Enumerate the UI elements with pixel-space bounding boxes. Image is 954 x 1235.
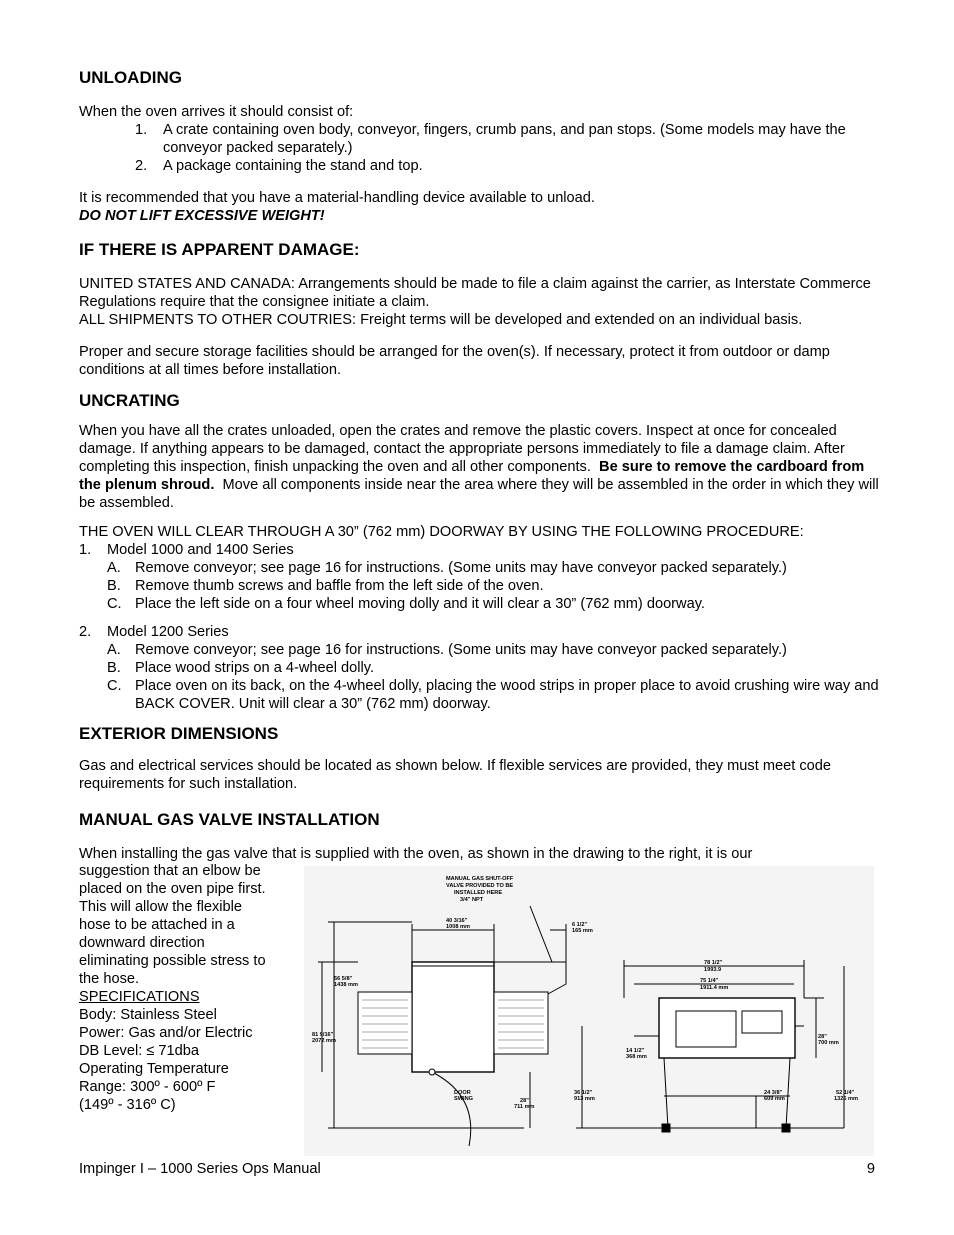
dim-label: 1325 mm <box>834 1096 858 1102</box>
spec-item: Range: 300º - 600º F <box>79 1079 216 1095</box>
dim-label: 609 mm <box>764 1096 785 1102</box>
spec-item: Operating Temperature <box>79 1061 229 1077</box>
dim-label: 56 5/8" <box>334 976 353 982</box>
valve-note-line: INSTALLED HERE <box>454 890 503 896</box>
dim-label: 81 9/16" <box>312 1032 334 1038</box>
gas-valve-first-line: When installing the gas valve that is supplied with the oven, as shown in the drawing to the right, it is our <box>79 846 753 862</box>
dim-label: 6 1/2" <box>572 922 588 928</box>
uncrating-paragraph: When you have all the crates unloaded, open the crates and remove the plastic covers. Inspect at once for concealed damage. If anything appears to be damaged, contact the appropriate persons immediately to file a damage claim. After completing this inspection, finish unpacking the oven and all other components. Be sure to remove the cardboard from the plenum shroud. Move all components inside near the area where they will be assembled in the order in which they will be assembled. <box>79 423 879 511</box>
damage-us-canada: UNITED STATES AND CANADA: Arrangements should be made to file a claim against the carrier, as Interstate Commerce Regulations require that the consignee initiate a claim. <box>79 276 871 310</box>
unloading-recommend: It is recommended that you have a material-handling device available to unload. <box>79 190 595 206</box>
list-item: A. Remove conveyor; see page 16 for instructions. (Some units may have conveyor packed separately.) <box>107 642 787 658</box>
exterior-heading: EXTERIOR DIMENSIONS <box>79 724 279 743</box>
gas-valve-column: suggestion that an elbow be placed on the oven pipe first. This will allow the flexible hose to be attached in a downward direction eliminating possible stress to the hose. SPECIFICATIONS Body: Stainless Steel Power: Gas and/or Electric DB Level: ≤ 71dba Operating Temperature Range: 300º - 600º F (149º - 316º C) <box>79 862 294 1114</box>
unloading-list <box>79 121 879 175</box>
model-title: Model 1000 and 1400 Series <box>107 542 294 558</box>
gas-valve-heading: MANUAL GAS VALVE INSTALLATION <box>79 810 380 829</box>
dim-label: 711 mm <box>514 1104 535 1110</box>
model-title: Model 1200 Series <box>107 624 229 640</box>
valve-note-line: VALVE PROVIDED TO BE <box>446 883 514 889</box>
unloading-heading: UNLOADING <box>79 68 182 87</box>
exterior-text: Gas and electrical services should be located as shown below. If flexible services are provided, they must meet code requirements for such installation. <box>79 758 831 792</box>
model-1000-block: 1. Model 1000 and 1400 Series A. Remove conveyor; see page 16 for instructions. (Some units may have conveyor packed separately.) B. Remove thumb screws and baffle from the left side of the oven. C. Place the left side on a four wheel moving dolly and it will clear a 30” (762 mm) doorway. <box>79 541 879 613</box>
spec-item: (149º - 316º C) <box>79 1097 176 1113</box>
damage-storage: Proper and secure storage facilities should be arranged for the oven(s). If necessary, protect it from outdoor or damp conditions at all times before installation. <box>79 344 830 378</box>
exterior-dimensions-drawing <box>304 866 874 1156</box>
list-item: C. Place the left side on a four wheel moving dolly and it will clear a 30” (762 mm) doorway. <box>107 596 705 612</box>
list-item: B. Remove thumb screws and baffle from the left side of the oven. <box>107 578 544 594</box>
model-1200-block: 2. Model 1200 Series A. Remove conveyor; see page 16 for instructions. (Some units may have conveyor packed separately.) B. Place wood strips on a 4-wheel dolly. C. Place oven on its back, on the 4-wheel dolly, placing the wood strips in proper place to avoid crushing wire way and BACK COVER. Unit will clear a 30” (762 mm) doorway. <box>79 624 879 712</box>
damage-heading: IF THERE IS APPARENT DAMAGE: <box>79 240 360 259</box>
dim-label: 14 1/2" <box>626 1048 645 1054</box>
valve-note-line: 3/4" NPT <box>460 897 484 903</box>
list-item: A. Remove conveyor; see page 16 for instructions. (Some units may have conveyor packed separately.) <box>107 560 787 576</box>
dim-label: 2072 mm <box>312 1038 336 1044</box>
dim-label: 913 mm <box>574 1096 595 1102</box>
footer-title: Impinger I – 1000 Series Ops Manual <box>79 1161 321 1177</box>
dim-label: 28" <box>818 1034 827 1040</box>
oven-side-body <box>412 962 494 1072</box>
list-item: C. Place oven on its back, on the 4-wheel dolly, placing the wood strips in proper place to avoid crushing wire way and BACK COVER. Unit will clear a 30” (762 mm) doorway. <box>107 678 879 712</box>
dim-label: 75 1/4" <box>700 978 719 984</box>
spec-item: Power: Gas and/or Electric <box>79 1025 253 1041</box>
dim-label: 1008 mm <box>446 924 470 930</box>
uncrating-heading: UNCRATING <box>79 391 180 410</box>
list-item: 2. A package containing the stand and top. <box>135 158 423 174</box>
spec-item: DB Level: ≤ 71dba <box>79 1043 199 1059</box>
uncrating-doorway: THE OVEN WILL CLEAR THROUGH A 30” (762 mm) DOORWAY BY USING THE FOLLOWING PROCEDURE: <box>79 524 804 540</box>
dim-label: 368 mm <box>626 1054 647 1060</box>
spec-item: Body: Stainless Steel <box>79 1007 217 1023</box>
dim-label: 1993.9 <box>704 967 722 973</box>
dim-label: SWING <box>454 1096 473 1102</box>
dim-label: 36 1/2" <box>574 1090 593 1096</box>
page-number: 9 <box>866 1161 875 1177</box>
dim-label: 700 mm <box>818 1040 839 1046</box>
list-item: B. Place wood strips on a 4-wheel dolly. <box>107 660 375 676</box>
unloading-intro: When the oven arrives it should consist of: <box>79 104 354 120</box>
unloading-warning: DO NOT LIFT EXCESSIVE WEIGHT! <box>79 208 325 224</box>
dim-label: 165 mm <box>572 928 593 934</box>
dim-label: 78 1/2" <box>704 960 723 966</box>
list-item: 1. A crate containing oven body, conveyor, fingers, crumb pans, and pan stops. (Some models may have the conveyor packed separately.) <box>135 122 846 156</box>
specifications-heading: SPECIFICATIONS <box>79 989 200 1005</box>
valve-note-line: MANUAL GAS SHUT-OFF <box>446 876 514 882</box>
dim-label: DOOR <box>454 1090 471 1096</box>
dim-label: 1438 mm <box>334 982 358 988</box>
dim-label: 1911.4 mm <box>700 985 729 991</box>
dim-label: 52 1/4" <box>836 1090 855 1096</box>
dim-label: 28" <box>520 1098 529 1104</box>
dim-label: 40 3/16" <box>446 918 468 924</box>
page-footer <box>79 1160 875 1178</box>
dim-label: 24 3/8" <box>764 1090 783 1096</box>
damage-other: ALL SHIPMENTS TO OTHER COUTRIES: Freight terms will be developed and extended on an individual basis. <box>79 312 803 328</box>
